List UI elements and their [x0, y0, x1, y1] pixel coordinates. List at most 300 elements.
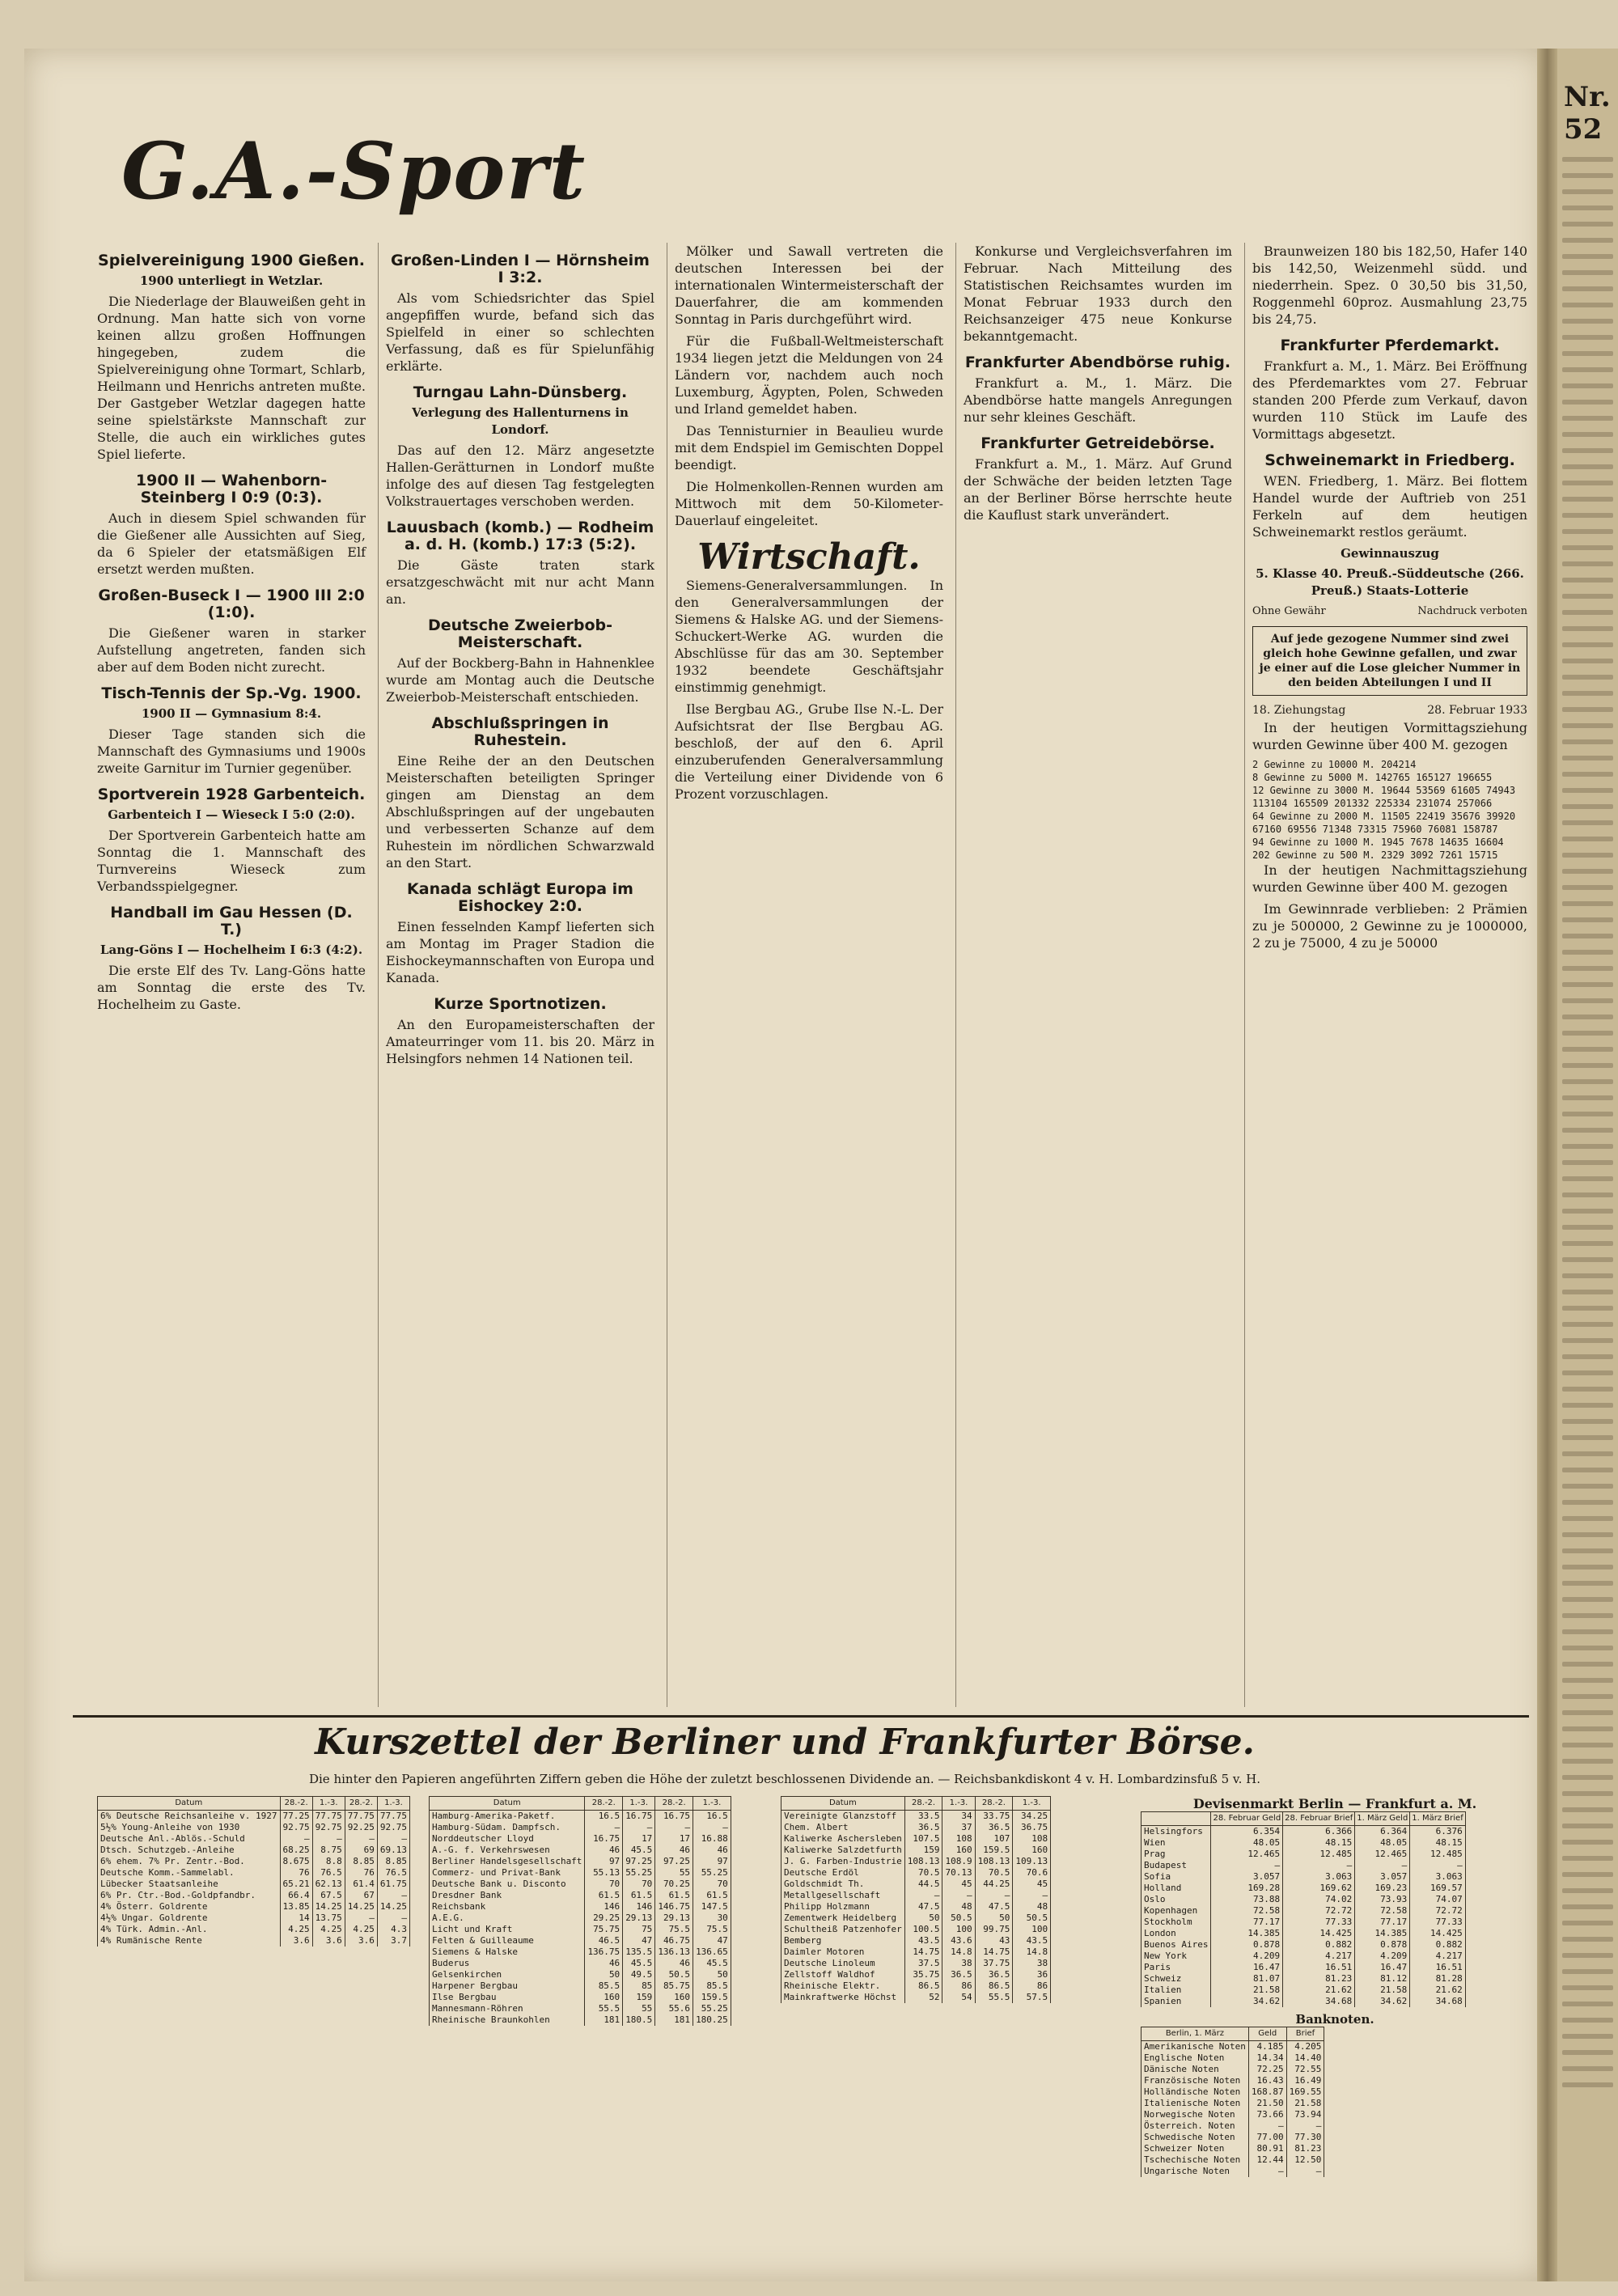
- text-line-fragment: [1562, 1338, 1613, 1343]
- quote-value: 50: [693, 1969, 731, 1980]
- security-name: Berliner Handelsgesellschaft: [430, 1856, 585, 1867]
- security-name: Ungarische Noten: [1141, 2166, 1249, 2177]
- quote-value: 48: [1013, 1901, 1051, 1913]
- economy-article-text: Konkurse und Vergleichsverfahren im Februar. Nach Mitteilung des Statistischen Reichsamtes wurden im Monat Februar 1933 durch den Reichsanzeiger 475 neue Konkurse bekanntgemacht.: [964, 244, 1232, 344]
- text-line-fragment: [1562, 254, 1613, 259]
- quote-value: 77.75: [377, 1811, 409, 1823]
- text-line-fragment: [1562, 1597, 1613, 1602]
- quote-value: 65.21: [280, 1879, 312, 1890]
- text-line-fragment: [1562, 2050, 1613, 2055]
- quote-value: 86: [1013, 1980, 1051, 1992]
- table-row: [430, 1822, 731, 1833]
- security-name: Budapest: [1141, 1860, 1211, 1871]
- quote-value: 37.75: [975, 1958, 1013, 1969]
- table-row: [781, 1913, 1051, 1924]
- quote-value: 46: [655, 1845, 693, 1856]
- quote-value: 85.5: [693, 1980, 731, 1992]
- text-line-fragment: [1562, 2066, 1613, 2071]
- security-name: Lübecker Staatsanleihe: [98, 1879, 281, 1890]
- table-header: 1. März Geld: [1355, 1812, 1410, 1826]
- quote-value: 57.5: [1013, 1992, 1051, 2003]
- quote-value: 4.25: [280, 1924, 312, 1935]
- quote-value: 62.13: [312, 1879, 345, 1890]
- security-name: Siemens & Halske: [430, 1947, 585, 1958]
- quote-value: —: [1286, 2166, 1324, 2177]
- text-line-fragment: [1562, 1516, 1613, 1521]
- table-row: [1141, 1860, 1466, 1871]
- table-row: [430, 1969, 731, 1980]
- quote-value: 29.13: [655, 1913, 693, 1924]
- sport-column-2: [386, 243, 654, 1072]
- market-article-headline: Frankfurter Pferdemarkt.: [1280, 337, 1500, 354]
- quote-value: 43.5: [904, 1935, 942, 1947]
- economy-article-headline: Frankfurter Getreidebörse.: [981, 434, 1215, 452]
- text-line-fragment: [1562, 1403, 1613, 1408]
- sport-article-headline: Tisch-Tennis der Sp.-Vg. 1900.: [101, 684, 362, 702]
- text-line-fragment: [1562, 1921, 1613, 1925]
- security-name: A.E.G.: [430, 1913, 585, 1924]
- text-line-fragment: [1562, 367, 1613, 372]
- quote-value: —: [1248, 2120, 1286, 2132]
- table-row: [1141, 1905, 1466, 1917]
- quote-value: 3.6: [345, 1935, 377, 1947]
- kurszettel-subtitle: Die hinter den Papieren angeführten Ziffern geben die Höhe der zuletzt beschlossenen Dividende an. — Reichsbankdiskont 4 v. H. Lombardzinsfuß 5 v. H.: [308, 1772, 1261, 1786]
- table-row: [1141, 1951, 1466, 1962]
- table-row: [430, 1811, 731, 1823]
- quote-value: 14.25: [345, 1901, 377, 1913]
- sport-article-text: Einen fesselnden Kampf lieferten sich am Montag im Prager Stadion die Eishockeymannschaften von Europa und Kanada.: [386, 919, 654, 985]
- quote-value: —: [377, 1913, 409, 1924]
- quote-value: 44.5: [904, 1879, 942, 1890]
- quote-value: —: [1410, 1860, 1465, 1871]
- security-name: 6% ehem. 7% Pr. Zentr.-Bod.: [98, 1856, 281, 1867]
- security-name: Oslo: [1141, 1894, 1211, 1905]
- quote-value: 50.5: [1013, 1913, 1051, 1924]
- security-name: Hamburg-Amerika-Paketf.: [430, 1811, 585, 1823]
- quote-value: 12.465: [1355, 1849, 1410, 1860]
- text-line-fragment: [1562, 1969, 1613, 1974]
- sport-article-subheadline: Verlegung des Hallenturnens in Londorf.: [412, 405, 629, 437]
- quote-value: 146: [623, 1901, 655, 1913]
- table-header: 28.-2.: [585, 1797, 623, 1811]
- kurszettel-title: Kurszettel der Berliner und Frankfurter Börse.: [315, 1722, 1255, 1763]
- quote-value: 72.55: [1286, 2064, 1324, 2075]
- text-line-fragment: [1562, 1775, 1613, 1780]
- quote-value: 47.5: [904, 1901, 942, 1913]
- quote-value: 55: [623, 2003, 655, 2014]
- quote-value: 81.07: [1211, 1973, 1283, 1985]
- lotto-number-line: 8 Gewinne zu 5000 M. 142765 165127 196655: [1252, 772, 1493, 783]
- quote-value: 12.50: [1286, 2154, 1324, 2166]
- quote-value: 47: [623, 1935, 655, 1947]
- table-row: [781, 1969, 1051, 1980]
- security-name: A.-G. f. Verkehrswesen: [430, 1845, 585, 1856]
- table-row: [430, 2014, 731, 2026]
- quote-value: 77.00: [1248, 2132, 1286, 2143]
- text-line-fragment: [1562, 966, 1613, 971]
- table-header: Datum: [781, 1797, 905, 1811]
- security-name: Amerikanische Noten: [1141, 2041, 1249, 2053]
- text-line-fragment: [1562, 561, 1613, 566]
- quote-value: 72.72: [1410, 1905, 1465, 1917]
- quote-value: 66.4: [280, 1890, 312, 1901]
- table-header: 1.-3.: [942, 1797, 975, 1811]
- quote-value: 168.87: [1248, 2086, 1286, 2098]
- quote-value: 47: [693, 1935, 731, 1947]
- quote-value: —: [975, 1890, 1013, 1901]
- text-line-fragment: [1562, 594, 1613, 599]
- security-name: Felten & Guilleaume: [430, 1935, 585, 1947]
- quote-value: 36.5: [975, 1969, 1013, 1980]
- quote-value: 21.50: [1248, 2098, 1286, 2109]
- quote-value: 14.425: [1283, 1928, 1355, 1939]
- security-name: Dresdner Bank: [430, 1890, 585, 1901]
- security-name: Italienische Noten: [1141, 2098, 1249, 2109]
- table-row: [1141, 1917, 1466, 1928]
- text-line-fragment: [1562, 804, 1613, 809]
- quote-value: 16.51: [1410, 1962, 1465, 1973]
- quote-value: 73.94: [1286, 2109, 1324, 2120]
- newspaper-page: [24, 49, 1545, 2281]
- text-line-fragment: [1562, 885, 1613, 890]
- quote-value: 34.25: [1013, 1811, 1051, 1823]
- devisen-block: [1141, 1796, 1529, 2177]
- table-row: [781, 1867, 1051, 1879]
- quote-value: 14.40: [1286, 2052, 1324, 2064]
- market-article-text: Frankfurt a. M., 1. März. Bei Eröffnung des Pferdemarktes vom 27. Februar standen 200 Pferde zum Verkauf, davon wurden 110 Stück im Laufe des Vormittags abgesetzt.: [1252, 358, 1527, 442]
- quote-value: 69.13: [377, 1845, 409, 1856]
- table-row: [1141, 1928, 1466, 1939]
- table-row: [1141, 1826, 1466, 1838]
- quote-value: 136.75: [585, 1947, 623, 1958]
- security-name: London: [1141, 1928, 1211, 1939]
- table-row: [98, 1935, 410, 1947]
- security-name: Commerz- und Privat-Bank: [430, 1867, 585, 1879]
- security-name: 4% Österr. Goldrente: [98, 1901, 281, 1913]
- quote-value: 43.5: [1013, 1935, 1051, 1947]
- quote-value: 14.75: [904, 1947, 942, 1958]
- text-line-fragment: [1562, 642, 1613, 647]
- text-line-fragment: [1562, 998, 1613, 1003]
- quote-value: 12.485: [1410, 1849, 1465, 1860]
- quote-value: 72.58: [1211, 1905, 1283, 1917]
- quote-value: 169.28: [1211, 1883, 1283, 1894]
- quote-value: 6.376: [1410, 1826, 1465, 1838]
- quote-value: 55.6: [655, 2003, 693, 2014]
- security-name: 6% Deutsche Reichsanleihe v. 1927: [98, 1811, 281, 1823]
- sport-article-text: Auf der Bockberg-Bahn in Hahnenklee wurde am Montag auch die Deutsche Zweierbob-Meisterschaft entschieden.: [386, 655, 654, 705]
- quote-value: 61.75: [377, 1879, 409, 1890]
- table-row: [98, 1879, 410, 1890]
- masthead: G.A.-Sport: [121, 125, 587, 217]
- quote-value: 108.13: [904, 1856, 942, 1867]
- table-row: [781, 1901, 1051, 1913]
- text-line-fragment: [1562, 1759, 1613, 1764]
- table-row: [1141, 1837, 1466, 1849]
- sport-article-headline: 1900 II — Wahenborn-Steinberg I 0:9 (0:3).: [135, 472, 328, 506]
- table-row: [1141, 2154, 1324, 2166]
- table-row: [781, 1833, 1051, 1845]
- security-name: Rheinische Braunkohlen: [430, 2014, 585, 2026]
- table-row: [781, 1958, 1051, 1969]
- table-row: [1141, 2132, 1324, 2143]
- quote-value: 76.5: [377, 1867, 409, 1879]
- text-line-fragment: [1562, 1322, 1613, 1327]
- security-name: Holländische Noten: [1141, 2086, 1249, 2098]
- quote-value: 14.25: [377, 1901, 409, 1913]
- quote-value: 55.13: [585, 1867, 623, 1879]
- text-line-fragment: [1562, 1176, 1613, 1181]
- quote-value: 77.25: [280, 1811, 312, 1823]
- quote-value: 61.5: [623, 1890, 655, 1901]
- quote-value: 73.93: [1355, 1894, 1410, 1905]
- stock-table-2: [781, 1796, 1051, 2003]
- text-line-fragment: [1562, 222, 1613, 227]
- table-row: [98, 1890, 410, 1901]
- quote-value: 159: [623, 1992, 655, 2003]
- text-line-fragment: [1562, 869, 1613, 874]
- quote-value: 4.185: [1248, 2041, 1286, 2053]
- wirtschaft-heading: Wirtschaft.: [697, 536, 921, 578]
- quote-value: 14.8: [1013, 1947, 1051, 1958]
- text-line-fragment: [1562, 837, 1613, 841]
- quote-value: 8.675: [280, 1856, 312, 1867]
- quote-value: 36: [1013, 1969, 1051, 1980]
- table-header: 1. März Brief: [1410, 1812, 1465, 1826]
- quote-value: 3.6: [312, 1935, 345, 1947]
- quote-value: 6.364: [1355, 1826, 1410, 1838]
- table-row: [1141, 2075, 1324, 2086]
- lotto-number-line: 64 Gewinne zu 2000 M. 11505 22419 35676 39920: [1252, 811, 1516, 822]
- text-line-fragment: [1562, 1468, 1613, 1472]
- text-line-fragment: [1562, 416, 1613, 421]
- text-line-fragment: [1562, 1160, 1613, 1165]
- sport-article-headline: Spielvereinigung 1900 Gießen.: [98, 252, 365, 269]
- sport-article-subheadline: 1900 unterliegt in Wetzlar.: [139, 273, 324, 288]
- column-3: [675, 243, 943, 807]
- text-line-fragment: [1562, 934, 1613, 938]
- quote-value: 55.25: [693, 1867, 731, 1879]
- text-line-fragment: [1562, 189, 1613, 194]
- quote-value: 70: [623, 1879, 655, 1890]
- security-name: New York: [1141, 1951, 1211, 1962]
- quote-value: 160: [942, 1845, 975, 1856]
- quote-value: 72.72: [1283, 1905, 1355, 1917]
- sport-article-text: Die Niederlage der Blauweißen geht in Ordnung. Man hatte sich von vorne keinen allzu großen Hoffnungen hingegeben, zudem die Spielvereinigung ohne Tormart, Schlarb, Heilmann und Henrichs antreten mußte. Der Gastgeber Wetzlar dagegen hatte seine spielstärkste Mannschaft zur Stelle, die auch ein wirkliches gutes Spiel lieferte.: [97, 294, 366, 462]
- table-row: [98, 1833, 410, 1845]
- table-row: [781, 1856, 1051, 1867]
- market-article-text: Braunweizen 180 bis 182,50, Hafer 140 bis 142,50, Weizenmehl südd. und niederrhein. Spez. 0 30,50 bis 31,50, Roggenmehl 60proz. Ausmahlung 23,75 bis 24,75.: [1252, 244, 1527, 327]
- quote-value: 85.75: [655, 1980, 693, 1992]
- table-header: Datum: [430, 1797, 585, 1811]
- security-name: Goldschmidt Th.: [781, 1879, 905, 1890]
- text-line-fragment: [1562, 1662, 1613, 1667]
- lotto-number-line: 12 Gewinne zu 3000 M. 19644 53569 61605 74943: [1252, 785, 1516, 796]
- quote-value: 45: [942, 1879, 975, 1890]
- security-name: Mannesmann-Röhren: [430, 2003, 585, 2014]
- quote-value: 50.5: [655, 1969, 693, 1980]
- column-rule: [955, 243, 956, 1707]
- security-name: Holland: [1141, 1883, 1211, 1894]
- quote-value: 3.057: [1355, 1871, 1410, 1883]
- security-name: Französische Noten: [1141, 2075, 1249, 2086]
- quote-value: 92.75: [377, 1822, 409, 1833]
- text-line-fragment: [1562, 1273, 1613, 1278]
- text-line-fragment: [1562, 1225, 1613, 1230]
- table-row: [430, 1879, 731, 1890]
- quote-value: 55.25: [623, 1867, 655, 1879]
- table-row: [98, 1822, 410, 1833]
- quote-value: 147.5: [693, 1901, 731, 1913]
- text-line-fragment: [1562, 1937, 1613, 1942]
- table-header: Geld: [1248, 2027, 1286, 2041]
- text-line-fragment: [1562, 1063, 1613, 1068]
- quote-value: 107.5: [904, 1833, 942, 1845]
- table-header: 1.-3.: [312, 1797, 345, 1811]
- text-line-fragment: [1562, 1257, 1613, 1262]
- sport-column-1: [97, 243, 366, 1018]
- text-line-fragment: [1562, 723, 1613, 728]
- quote-value: 37.5: [904, 1958, 942, 1969]
- text-line-fragment: [1562, 1646, 1613, 1650]
- lotto-afternoon: In der heutigen Nachmittagsziehung wurden Gewinne über 400 M. gezogen: [1252, 862, 1527, 895]
- sport-article-headline: Kanada schlägt Europa im Eishockey 2:0.: [407, 880, 633, 915]
- quote-value: 86.5: [975, 1980, 1013, 1992]
- column-rule: [1244, 243, 1245, 1707]
- text-line-fragment: [1562, 529, 1613, 534]
- quote-value: 146.75: [655, 1901, 693, 1913]
- table-row: [1141, 1883, 1466, 1894]
- quote-value: 136.65: [693, 1947, 731, 1958]
- quote-value: 14.25: [312, 1901, 345, 1913]
- security-name: Dtsch. Schutzgeb.-Anleihe: [98, 1845, 281, 1856]
- table-row: [1141, 1894, 1466, 1905]
- quote-value: 77.75: [345, 1811, 377, 1823]
- quote-value: 181: [655, 2014, 693, 2026]
- quote-value: 169.55: [1286, 2086, 1324, 2098]
- quote-value: 169.62: [1283, 1883, 1355, 1894]
- quote-value: 77.30: [1286, 2132, 1324, 2143]
- security-name: Vereinigte Glanzstoff: [781, 1811, 905, 1823]
- sport-notice-text: Für die Fußball-Weltmeisterschaft 1934 liegen jetzt die Meldungen von 24 Ländern vor, nachdem auch noch Luxemburg, Ägypten, Polen, Schweden und Irland gemeldet haben.: [675, 333, 943, 417]
- text-line-fragment: [1562, 1500, 1613, 1505]
- security-name: Deutsche Bank u. Disconto: [430, 1879, 585, 1890]
- text-line-fragment: [1562, 1824, 1613, 1828]
- lotto-notice-box: Auf jede gezogene Nummer sind zwei gleich hohe Gewinne gefallen, und zwar je einer auf die Lose gleicher Nummer in den beiden Abteilungen I und II: [1252, 626, 1527, 696]
- security-name: Norwegische Noten: [1141, 2109, 1249, 2120]
- text-line-fragment: [1562, 659, 1613, 663]
- quote-value: 70.5: [975, 1867, 1013, 1879]
- table-row: [98, 1856, 410, 1867]
- table-row: [781, 1980, 1051, 1992]
- table-header: 28.-2.: [345, 1797, 377, 1811]
- quote-value: 6.354: [1211, 1826, 1283, 1838]
- text-line-fragment: [1562, 1678, 1613, 1683]
- table-header: 28. Februar Geld: [1211, 1812, 1283, 1826]
- quote-value: 86: [942, 1980, 975, 1992]
- table-row: [781, 1822, 1051, 1833]
- sport-article-text: Dieser Tage standen sich die Mannschaft des Gymnasiums und 1900s zweite Garnitur im Turnier gegenüber.: [97, 727, 366, 776]
- text-line-fragment: [1562, 1985, 1613, 1990]
- text-line-fragment: [1562, 351, 1613, 356]
- table-header: [1141, 1812, 1211, 1826]
- sport-article-headline: Handball im Gau Hessen (D. T.): [110, 904, 353, 938]
- text-line-fragment: [1562, 238, 1613, 243]
- text-line-fragment: [1562, 1791, 1613, 1796]
- quote-value: 45: [1013, 1879, 1051, 1890]
- table-row: [430, 1958, 731, 1969]
- table-row: [430, 1913, 731, 1924]
- market-article-headline: Schweinemarkt in Friedberg.: [1264, 451, 1515, 469]
- quote-value: 30: [693, 1913, 731, 1924]
- quote-value: —: [1283, 1860, 1355, 1871]
- quote-value: 48.15: [1410, 1837, 1465, 1849]
- text-line-fragment: [1562, 691, 1613, 696]
- security-name: Harpener Bergbau: [430, 1980, 585, 1992]
- security-name: Hamburg-Südam. Dampfsch.: [430, 1822, 585, 1833]
- lotto-number-line: 202 Gewinne zu 500 M. 2329 3092 7261 15715: [1252, 849, 1498, 861]
- quote-value: 16.75: [585, 1833, 623, 1845]
- quote-value: 21.62: [1283, 1985, 1355, 1996]
- quote-value: 46: [585, 1845, 623, 1856]
- quote-value: 46: [655, 1958, 693, 1969]
- security-name: Dänische Noten: [1141, 2064, 1249, 2075]
- security-name: Reichsbank: [430, 1901, 585, 1913]
- sport-article-text: Die Gießener waren in starker Aufstellung angetreten, fanden sich aber auf dem Boden nicht zurecht.: [97, 625, 366, 675]
- quote-value: 67: [345, 1890, 377, 1901]
- column-5: [1252, 243, 1527, 956]
- sport-article-text: Die Gäste traten stark ersatzgeschwächt mit nur acht Mann an.: [386, 557, 654, 607]
- text-line-fragment: [1562, 1144, 1613, 1149]
- quote-value: 73.88: [1211, 1894, 1283, 1905]
- quote-value: 72.58: [1355, 1905, 1410, 1917]
- quote-value: 97: [693, 1856, 731, 1867]
- security-name: Sofia: [1141, 1871, 1211, 1883]
- quote-value: 16.49: [1286, 2075, 1324, 2086]
- quote-value: 180.25: [693, 2014, 731, 2026]
- table-header: 1.-3.: [623, 1797, 655, 1811]
- security-name: Mainkraftwerke Höchst: [781, 1992, 905, 2003]
- quote-value: 50.5: [942, 1913, 975, 1924]
- text-line-fragment: [1562, 1290, 1613, 1294]
- quote-value: 108.13: [975, 1856, 1013, 1867]
- text-line-fragment: [1562, 675, 1613, 680]
- text-line-fragment: [1562, 270, 1613, 275]
- quote-value: —: [1211, 1860, 1283, 1871]
- quote-value: 36.75: [1013, 1822, 1051, 1833]
- text-line-fragment: [1562, 1872, 1613, 1877]
- quote-value: —: [655, 1822, 693, 1833]
- quote-value: 108: [942, 1833, 975, 1845]
- sport-article-text: Eine Reihe der an den Deutschen Meisterschaften beteiligten Springer gingen am Dienstag an dem Abschlußspringen auf der ungebauten und verbesserten Schanze auf dem Ruhestein im nördlichen Schwarzwald an den Start.: [386, 753, 654, 871]
- quote-value: —: [1248, 2166, 1286, 2177]
- text-line-fragment: [1562, 383, 1613, 388]
- quote-value: 16.47: [1355, 1962, 1410, 1973]
- table-row: [781, 1935, 1051, 1947]
- quote-value: 159.5: [693, 1992, 731, 2003]
- quote-value: —: [377, 1833, 409, 1845]
- quote-value: 0.882: [1410, 1939, 1465, 1951]
- devisen-table: [1141, 1811, 1466, 2007]
- sport-article-text: Auch in diesem Spiel schwanden für die Gießener alle Aussichten auf Sieg, da 6 Spieler der etatsmäßigen Elf ersetzt werden mußten.: [97, 510, 366, 577]
- sport-notice-text: Das Tennisturnier in Beaulieu wurde mit dem Endspiel im Gemischten Doppel beendigt.: [675, 423, 943, 472]
- text-line-fragment: [1562, 481, 1613, 485]
- quote-value: 17: [623, 1833, 655, 1845]
- quote-value: 70: [585, 1879, 623, 1890]
- quote-value: 54: [942, 1992, 975, 2003]
- text-line-fragment: [1562, 610, 1613, 615]
- quote-value: —: [345, 1913, 377, 1924]
